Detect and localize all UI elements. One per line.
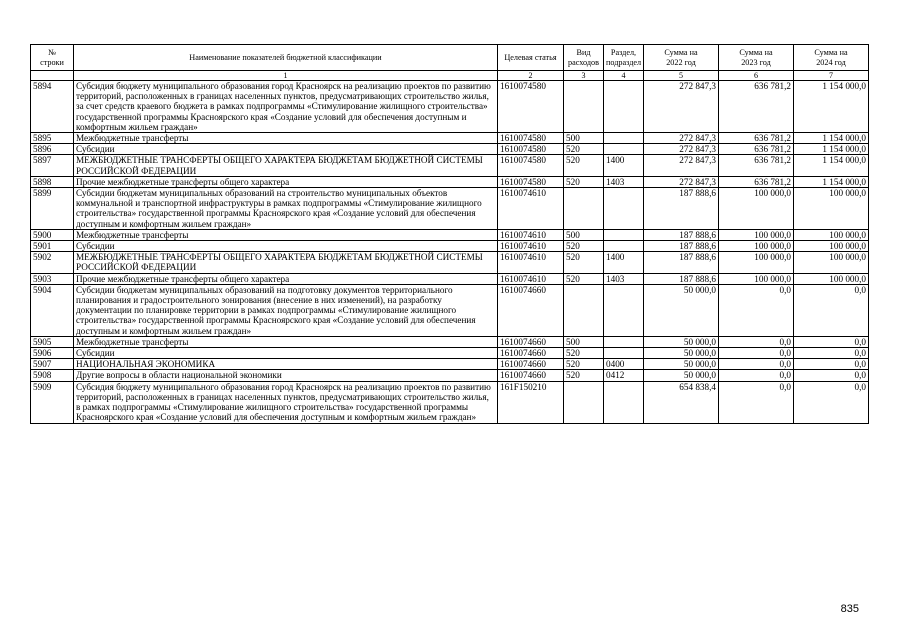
target-article-cell: 1610074580	[498, 155, 564, 176]
expense-type-cell: 520	[564, 348, 604, 359]
row-number-cell: 5906	[31, 348, 74, 359]
row-number-cell: 5901	[31, 241, 74, 252]
indicator-name-cell: Субсидия бюджету муниципального образования город Красноярск на реализацию проектов по развитию территорий, расположенных в границах населенных пунктов, предусматривающих строительство жилья, в рамках подпрограммы «Стимулирование жилищного строительства» государственной программы Красноярского края «Создание условий для обеспечения доступным и комфортным жильем граждан»	[74, 381, 498, 423]
header-expense-type: Вид расходов	[564, 45, 604, 71]
sum-2022-cell: 272 847,3	[644, 81, 719, 133]
row-number-cell: 5908	[31, 370, 74, 381]
indicator-name-cell: Субсидии	[74, 348, 498, 359]
sum-2023-cell: 100 000,0	[719, 229, 794, 240]
indicator-name-cell: Субсидии	[74, 144, 498, 155]
column-number: 2	[498, 71, 564, 81]
target-article-cell: 1610074660	[498, 370, 564, 381]
header-sum-2022: Сумма на 2022 год	[644, 45, 719, 71]
indicator-name-cell: МЕЖБЮДЖЕТНЫЕ ТРАНСФЕРТЫ ОБЩЕГО ХАРАКТЕРА БЮДЖЕТАМ БЮДЖЕТНОЙ СИСТЕМЫ РОССИЙСКОЙ ФЕДЕРАЦИИ	[74, 155, 498, 176]
section-cell: 1400	[604, 252, 644, 273]
sum-2022-cell: 50 000,0	[644, 359, 719, 370]
target-article-cell: 1610074660	[498, 359, 564, 370]
sum-2022-cell: 50 000,0	[644, 284, 719, 336]
table-row	[31, 176, 869, 187]
table-row	[31, 252, 869, 273]
expense-type-cell: 500	[564, 336, 604, 347]
row-number-cell: 5905	[31, 336, 74, 347]
row-number-cell: 5898	[31, 176, 74, 187]
sum-2023-cell: 636 781,2	[719, 155, 794, 176]
sum-2023-cell: 0,0	[719, 348, 794, 359]
sum-2023-cell: 636 781,2	[719, 81, 794, 133]
table-row	[31, 370, 869, 381]
header-section: Раздел, подраздел	[604, 45, 644, 71]
sum-2022-cell: 272 847,3	[644, 133, 719, 144]
table-row	[31, 81, 869, 133]
sum-2022-cell: 187 888,6	[644, 252, 719, 273]
table-row	[31, 273, 869, 284]
sum-2024-cell: 0,0	[794, 336, 869, 347]
indicator-name-cell: Межбюджетные трансферты	[74, 229, 498, 240]
section-cell: 1400	[604, 155, 644, 176]
page-number: 835	[840, 603, 859, 615]
sum-2022-cell: 187 888,6	[644, 188, 719, 230]
column-number	[31, 71, 74, 81]
table-row	[31, 229, 869, 240]
sum-2023-cell: 0,0	[719, 381, 794, 423]
expense-type-cell	[564, 188, 604, 230]
indicator-name-cell: Другие вопросы в области национальной экономики	[74, 370, 498, 381]
table-row	[31, 133, 869, 144]
sum-2022-cell: 272 847,3	[644, 176, 719, 187]
sum-2022-cell: 50 000,0	[644, 370, 719, 381]
sum-2024-cell: 1 154 000,0	[794, 155, 869, 176]
row-number-cell: 5895	[31, 133, 74, 144]
target-article-cell: 1610074580	[498, 81, 564, 133]
sum-2022-cell: 50 000,0	[644, 336, 719, 347]
indicator-name-cell: Субсидии бюджетам муниципальных образований на строительство муниципальных объектов коммунальной и транспортной инфраструктуры в рамках подпрограммы «Стимулирование жилищного строительства» государственной программы Красноярского края «Создание условий для обеспечения доступным и комфортным жильем граждан»	[74, 188, 498, 230]
sum-2024-cell: 0,0	[794, 284, 869, 336]
table-row	[31, 348, 869, 359]
expense-type-cell: 500	[564, 133, 604, 144]
section-cell	[604, 348, 644, 359]
target-article-cell: 1610074580	[498, 133, 564, 144]
row-number-cell: 5902	[31, 252, 74, 273]
expense-type-cell: 520	[564, 144, 604, 155]
header-sum-2024: Сумма на 2024 год	[794, 45, 869, 71]
section-cell	[604, 133, 644, 144]
column-number: 6	[719, 71, 794, 81]
sum-2024-cell: 100 000,0	[794, 252, 869, 273]
table-row	[31, 155, 869, 176]
target-article-cell: 1610074610	[498, 229, 564, 240]
target-article-cell: 1610074580	[498, 176, 564, 187]
sum-2023-cell: 100 000,0	[719, 241, 794, 252]
sum-2024-cell: 1 154 000,0	[794, 133, 869, 144]
sum-2023-cell: 100 000,0	[719, 273, 794, 284]
indicator-name-cell: Субсидии бюджетам муниципальных образований на подготовку документов территориального планирования и градостроительного зонирования (внесение в них изменений), на разработку документации по планировке территории в рамках подпрограммы «Стимулирование жилищного строительства» государственной программы Красноярского края «Создание условий для обеспечения доступным и комфортным жильем граждан»	[74, 284, 498, 336]
sum-2022-cell: 187 888,6	[644, 229, 719, 240]
sum-2024-cell: 100 000,0	[794, 273, 869, 284]
section-cell	[604, 381, 644, 423]
table-row	[31, 381, 869, 423]
sum-2023-cell: 0,0	[719, 336, 794, 347]
sum-2024-cell: 100 000,0	[794, 229, 869, 240]
column-number: 4	[604, 71, 644, 81]
target-article-cell: 1610074610	[498, 241, 564, 252]
sum-2024-cell: 1 154 000,0	[794, 81, 869, 133]
section-cell	[604, 241, 644, 252]
sum-2022-cell: 50 000,0	[644, 348, 719, 359]
expense-type-cell: 520	[564, 176, 604, 187]
header-indicator-name: Наименование показателей бюджетной классификации	[74, 45, 498, 71]
header-sum-2023: Сумма на 2023 год	[719, 45, 794, 71]
table-row	[31, 336, 869, 347]
target-article-cell: 1610074580	[498, 144, 564, 155]
section-cell	[604, 336, 644, 347]
target-article-cell: 161F150210	[498, 381, 564, 423]
column-number: 1	[74, 71, 498, 81]
section-cell	[604, 284, 644, 336]
expense-type-cell	[564, 81, 604, 133]
sum-2022-cell: 272 847,3	[644, 155, 719, 176]
table-row	[31, 284, 869, 336]
expense-type-cell: 520	[564, 359, 604, 370]
column-number-row	[31, 71, 869, 81]
row-number-cell: 5897	[31, 155, 74, 176]
sum-2023-cell: 0,0	[719, 359, 794, 370]
target-article-cell: 1610074610	[498, 273, 564, 284]
sum-2023-cell: 636 781,2	[719, 176, 794, 187]
section-cell	[604, 144, 644, 155]
row-number-cell: 5904	[31, 284, 74, 336]
indicator-name-cell: Прочие межбюджетные трансферты общего характера	[74, 273, 498, 284]
sum-2024-cell: 1 154 000,0	[794, 144, 869, 155]
table-row	[31, 241, 869, 252]
sum-2022-cell: 272 847,3	[644, 144, 719, 155]
section-cell: 0400	[604, 359, 644, 370]
sum-2022-cell: 654 838,4	[644, 381, 719, 423]
budget-sheet	[30, 44, 869, 424]
sum-2024-cell: 0,0	[794, 359, 869, 370]
column-number: 3	[564, 71, 604, 81]
header-row-number: № строки	[31, 45, 74, 71]
sum-2024-cell: 1 154 000,0	[794, 176, 869, 187]
table-row	[31, 188, 869, 230]
expense-type-cell: 500	[564, 229, 604, 240]
row-number-cell: 5909	[31, 381, 74, 423]
column-number: 5	[644, 71, 719, 81]
table-row	[31, 359, 869, 370]
table-row	[31, 144, 869, 155]
expense-type-cell	[564, 284, 604, 336]
sum-2023-cell: 100 000,0	[719, 252, 794, 273]
row-number-cell: 5903	[31, 273, 74, 284]
sum-2024-cell: 100 000,0	[794, 241, 869, 252]
expense-type-cell: 520	[564, 273, 604, 284]
expense-type-cell: 520	[564, 370, 604, 381]
target-article-cell: 1610074610	[498, 188, 564, 230]
sum-2023-cell: 636 781,2	[719, 133, 794, 144]
sum-2023-cell: 0,0	[719, 284, 794, 336]
sum-2023-cell: 100 000,0	[719, 188, 794, 230]
sum-2024-cell: 0,0	[794, 348, 869, 359]
row-number-cell: 5900	[31, 229, 74, 240]
section-cell	[604, 81, 644, 133]
target-article-cell: 1610074660	[498, 348, 564, 359]
sum-2024-cell: 0,0	[794, 381, 869, 423]
indicator-name-cell: Межбюджетные трансферты	[74, 133, 498, 144]
sum-2022-cell: 187 888,6	[644, 273, 719, 284]
sum-2024-cell: 100 000,0	[794, 188, 869, 230]
section-cell	[604, 188, 644, 230]
sum-2023-cell: 0,0	[719, 370, 794, 381]
sum-2023-cell: 636 781,2	[719, 144, 794, 155]
section-cell: 1403	[604, 273, 644, 284]
header-row	[31, 45, 869, 71]
indicator-name-cell: МЕЖБЮДЖЕТНЫЕ ТРАНСФЕРТЫ ОБЩЕГО ХАРАКТЕРА БЮДЖЕТАМ БЮДЖЕТНОЙ СИСТЕМЫ РОССИЙСКОЙ ФЕДЕРАЦИИ	[74, 252, 498, 273]
sum-2024-cell: 0,0	[794, 370, 869, 381]
section-cell	[604, 229, 644, 240]
indicator-name-cell: НАЦИОНАЛЬНАЯ ЭКОНОМИКА	[74, 359, 498, 370]
budget-table	[30, 44, 869, 424]
indicator-name-cell: Межбюджетные трансферты	[74, 336, 498, 347]
target-article-cell: 1610074660	[498, 336, 564, 347]
target-article-cell: 1610074660	[498, 284, 564, 336]
row-number-cell: 5907	[31, 359, 74, 370]
indicator-name-cell: Субсидия бюджету муниципального образования город Красноярск на реализацию проектов по развитию территорий, расположенных в границах населенных пунктов, предусматривающих строительство жилья, за счет средств краевого бюджета в рамках подпрограммы «Стимулирование жилищного строительства» государственной программы Красноярского края «Создание условий для обеспечения доступным и комфортным жильем граждан»	[74, 81, 498, 133]
table-body	[31, 81, 869, 424]
indicator-name-cell: Прочие межбюджетные трансферты общего характера	[74, 176, 498, 187]
row-number-cell: 5894	[31, 81, 74, 133]
expense-type-cell: 520	[564, 155, 604, 176]
section-cell: 1403	[604, 176, 644, 187]
expense-type-cell: 520	[564, 252, 604, 273]
row-number-cell: 5899	[31, 188, 74, 230]
expense-type-cell: 520	[564, 241, 604, 252]
expense-type-cell	[564, 381, 604, 423]
section-cell: 0412	[604, 370, 644, 381]
header-target-article: Целевая статья	[498, 45, 564, 71]
indicator-name-cell: Субсидии	[74, 241, 498, 252]
target-article-cell: 1610074610	[498, 252, 564, 273]
row-number-cell: 5896	[31, 144, 74, 155]
sum-2022-cell: 187 888,6	[644, 241, 719, 252]
column-number: 7	[794, 71, 869, 81]
